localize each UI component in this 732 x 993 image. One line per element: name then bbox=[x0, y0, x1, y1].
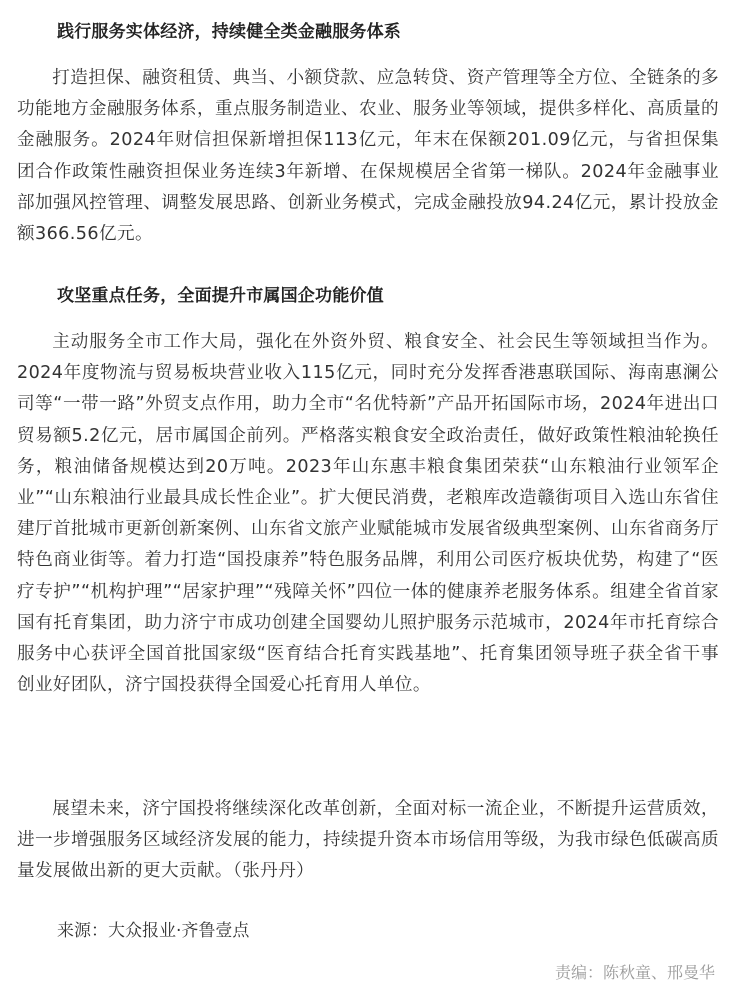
editor-credit: 责编：陈秋童、邢曼华 bbox=[554, 963, 715, 982]
source-line: 来源：大众报业·齐鲁壹点 bbox=[57, 921, 250, 941]
paragraph-finance: 打造担保、融资租赁、典当、小额贷款、应急转贷、资产管理等全方位、全链条的多功能地方金融服务体系，重点服务制造业、农业、服务业等领域，提供多样化、高质量的金融服务。2024年财信担保新增担保113亿元，年末在保额201.09亿元，与省担保集团合作政策性融资担保业务连续3年新增、在保规模居全省第一梯队。2024年金融事业部加强风控管理、调整发展思路、创新业务模式，完成金融投放94.24亿元，累计投放金额366.56亿元。 bbox=[17, 68, 719, 245]
section-heading-soe-functions: 攻坚重点任务，全面提升市属国企功能价值 bbox=[57, 286, 384, 306]
paragraph-soe-functions: 主动服务全市工作大局，强化在外资外贸、粮食安全、社会民生等领域担当作为。2024年度物流与贸易板块营业收入115亿元，同时充分发挥香港惠联国际、海南惠澜公司等“一带一路”外贸支点作用，助力全市“名优特新”产品开拓国际市场，2024年进出口贸易额5.2亿元，居市属国企前列。严格落实粮食安全政治责任，做好政策性粮油轮换任务，粮油储备规模达到20万吨。2023年山东惠丰粮食集团荣获“山东粮油行业领军企业”“山东粮油行业最具成长性企业”。扩大便民消费，老粮库改造赣街项目入选山东省住建厅首批城市更新创新案例、山东省文旅产业赋能城市发展省级典型案例、山东省商务厅特色商业街等。着力打造“国投康养”特色服务品牌，利用公司医疗板块优势，构建了“医疗专护”“机构护理”“居家护理”“残障关怀”四位一体的健康养老服务体系。组建全省首家国有托育集团，助力济宁市成功创建全国婴幼儿照护服务示范城市，2024年市托育综合服务中心获评全国首批国家级“医育结合托育实践基地”、托育集团领导班子获全省干事创业好团队，济宁国投获得全国爱心托育用人单位。 bbox=[17, 332, 719, 696]
paragraph-outlook: 展望未来，济宁国投将继续深化改革创新，全面对标一流企业，不断提升运营质效，进一步增强服务区域经济发展的能力，持续提升资本市场信用等级，为我市绿色低碳高质量发展做出新的更大贡献。（张丹丹） bbox=[17, 799, 719, 882]
section-heading-finance: 践行服务实体经济，持续健全类金融服务体系 bbox=[57, 22, 401, 42]
